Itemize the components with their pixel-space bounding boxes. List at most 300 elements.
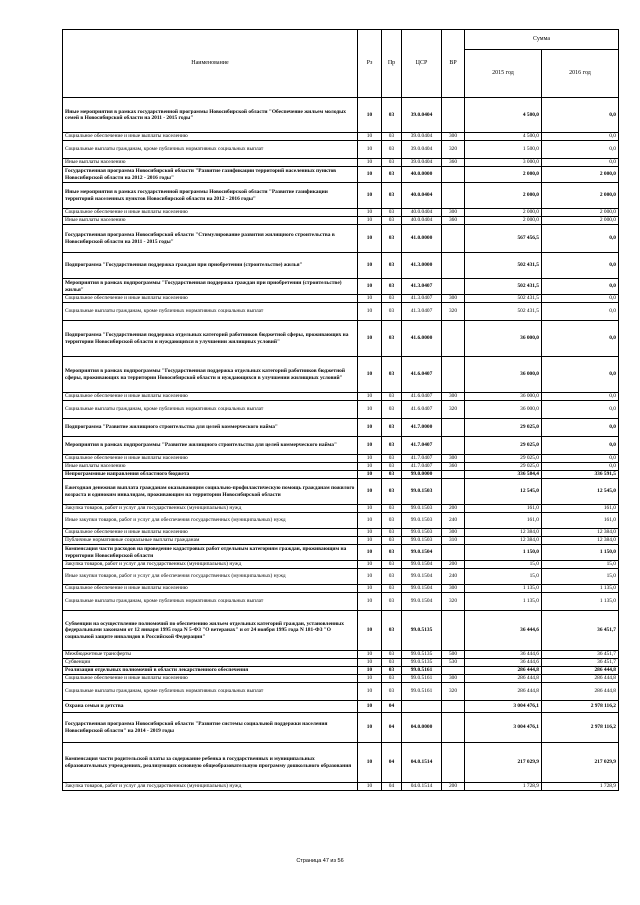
row-csr: 99.0.1503 xyxy=(402,537,442,545)
row-sum-2016: 0,0 xyxy=(542,419,619,437)
row-vr xyxy=(442,279,465,295)
row-rz: 10 xyxy=(358,279,382,295)
row-csr: 40.0.0404 xyxy=(402,183,442,209)
row-sum-2015: 2 000,0 xyxy=(465,209,542,217)
row-vr: 200 xyxy=(442,561,465,569)
row-rz: 10 xyxy=(358,463,382,471)
row-pr: 04 xyxy=(382,743,402,783)
row-sum-2016: 2 978 116,2 xyxy=(542,701,619,713)
row-sum-2016: 1 135,0 xyxy=(542,593,619,611)
row-sum-2015: 286 444,8 xyxy=(465,675,542,683)
table-row xyxy=(63,783,619,791)
table-row xyxy=(63,505,619,513)
row-rz: 10 xyxy=(358,675,382,683)
row-sum-2016: 0,0 xyxy=(542,455,619,463)
row-rz: 10 xyxy=(358,209,382,217)
row-vr: 240 xyxy=(442,569,465,585)
row-sum-2015: 3 000,0 xyxy=(465,159,542,167)
table-row xyxy=(63,651,619,659)
row-rz: 10 xyxy=(358,357,382,393)
row-rz: 10 xyxy=(358,167,382,183)
row-name: Иные выплаты населению xyxy=(63,159,358,167)
row-pr: 03 xyxy=(382,167,402,183)
row-pr: 03 xyxy=(382,295,402,303)
row-rz: 10 xyxy=(358,505,382,513)
row-vr: 500 xyxy=(442,651,465,659)
row-name: Иные мероприятия в рамках государственной программы Новосибирской области "Обеспечение жильем молодых семей в Новосибирской области на 2011 - 2015 годы" xyxy=(63,98,358,133)
row-name: Межбюджетные трансферты xyxy=(63,651,358,659)
row-vr: 300 xyxy=(442,455,465,463)
row-csr: 41.0.0000 xyxy=(402,225,442,253)
row-csr: 99.0.1504 xyxy=(402,569,442,585)
row-csr: 39.0.0404 xyxy=(402,141,442,159)
row-pr: 03 xyxy=(382,683,402,701)
row-vr: 300 xyxy=(442,393,465,401)
table-row xyxy=(63,357,619,393)
row-vr: 360 xyxy=(442,463,465,471)
row-sum-2016: 0,0 xyxy=(542,463,619,471)
row-rz: 10 xyxy=(358,783,382,791)
row-csr: 99.0.1504 xyxy=(402,545,442,561)
row-rz: 10 xyxy=(358,419,382,437)
row-pr: 03 xyxy=(382,253,402,279)
row-sum-2016: 0,0 xyxy=(542,303,619,321)
row-sum-2015: 286 444,8 xyxy=(465,683,542,701)
row-csr: 99.0.1504 xyxy=(402,593,442,611)
header-sum: Сумма xyxy=(465,30,619,50)
row-sum-2016: 161,0 xyxy=(542,513,619,529)
row-rz: 10 xyxy=(358,683,382,701)
row-csr: 99.0.1504 xyxy=(402,561,442,569)
row-sum-2016: 0,0 xyxy=(542,295,619,303)
row-pr: 03 xyxy=(382,98,402,133)
row-vr xyxy=(442,321,465,357)
row-pr: 03 xyxy=(382,133,402,141)
row-csr: 41.6.0407 xyxy=(402,393,442,401)
row-sum-2015: 2 000,0 xyxy=(465,183,542,209)
row-name: Социальное обеспечение и иные выплаты населению xyxy=(63,133,358,141)
table-row xyxy=(63,463,619,471)
row-name: Подпрограмма "Государственная поддержка отдельных категорий работников бюджетной сферы, проживающих на территории Новосибирской области и нуждающихся в улучшении жилищных условий" xyxy=(63,321,358,357)
row-rz: 10 xyxy=(358,585,382,593)
row-name: Иные закупки товаров, работ и услуг для обеспечения государственных (муниципальных) нужд xyxy=(63,569,358,585)
row-name: Ежегодная денежная выплата гражданам оказывающим социально-профилактическую помощь гражданам пожилого возраста и одиноким инвалидам, проживающим на территории Новосибирской области xyxy=(63,479,358,505)
row-name: Компенсация части родительской платы за содержание ребенка в государственных и муниципальных образовательных учреждениях, реализующих основную общеобразовательную программу дошкольного образования xyxy=(63,743,358,783)
row-vr xyxy=(442,545,465,561)
row-sum-2015: 502 431,5 xyxy=(465,303,542,321)
table-row xyxy=(63,545,619,561)
row-vr xyxy=(442,98,465,133)
row-sum-2015: 29 025,0 xyxy=(465,437,542,455)
row-name: Социальные выплаты гражданам, кроме публичных нормативных социальных выплат xyxy=(63,141,358,159)
row-name: Иные закупки товаров, работ и услуг для обеспечения государственных (муниципальных) нужд xyxy=(63,513,358,529)
row-pr: 03 xyxy=(382,545,402,561)
row-csr: 41.3.0407 xyxy=(402,303,442,321)
header-rz: Рз xyxy=(358,30,382,98)
table-row xyxy=(63,683,619,701)
table-row xyxy=(63,529,619,537)
row-csr: 04.0.0000 xyxy=(402,713,442,743)
row-sum-2015: 36 444,6 xyxy=(465,651,542,659)
header-2016: 2016 год xyxy=(542,50,619,98)
row-csr: 04.0.1514 xyxy=(402,743,442,783)
row-rz: 10 xyxy=(358,321,382,357)
table-row xyxy=(63,667,619,675)
row-sum-2016: 2 000,0 xyxy=(542,183,619,209)
row-sum-2016: 2 000,0 xyxy=(542,167,619,183)
row-sum-2015: 29 025,0 xyxy=(465,463,542,471)
row-sum-2015: 12 384,0 xyxy=(465,529,542,537)
row-sum-2016: 36 451,7 xyxy=(542,659,619,667)
row-sum-2016: 0,0 xyxy=(542,98,619,133)
table-row xyxy=(63,471,619,479)
row-name: Социальные выплаты гражданам, кроме публичных нормативных социальных выплат xyxy=(63,683,358,701)
row-sum-2015: 3 004 476,1 xyxy=(465,701,542,713)
row-sum-2015: 12 545,0 xyxy=(465,479,542,505)
row-vr xyxy=(442,611,465,651)
table-row xyxy=(63,419,619,437)
row-rz: 10 xyxy=(358,743,382,783)
row-name: Подпрограмма "Развитие жилищного строительства для целей коммерческого найма" xyxy=(63,419,358,437)
row-pr: 03 xyxy=(382,505,402,513)
table-row xyxy=(63,593,619,611)
row-csr: 41.7.0407 xyxy=(402,455,442,463)
row-rz: 10 xyxy=(358,141,382,159)
row-name: Социальные выплаты гражданам, кроме публичных нормативных социальных выплат xyxy=(63,401,358,419)
row-pr: 04 xyxy=(382,783,402,791)
row-sum-2016: 15,0 xyxy=(542,561,619,569)
row-pr: 03 xyxy=(382,357,402,393)
row-rz: 10 xyxy=(358,471,382,479)
row-sum-2015: 15,0 xyxy=(465,561,542,569)
row-sum-2016: 12 384,0 xyxy=(542,529,619,537)
row-csr: 99.0.1503 xyxy=(402,479,442,505)
row-sum-2015: 2 000,0 xyxy=(465,167,542,183)
header-pr: Пр xyxy=(382,30,402,98)
row-vr xyxy=(442,743,465,783)
table-row xyxy=(63,209,619,217)
row-sum-2015: 286 444,8 xyxy=(465,667,542,675)
row-pr: 03 xyxy=(382,667,402,675)
row-sum-2016: 0,0 xyxy=(542,141,619,159)
row-sum-2016: 1 135,0 xyxy=(542,585,619,593)
row-rz: 10 xyxy=(358,217,382,225)
row-name: Государственная программа Новосибирской области "Развитие газификации территорий населенных пунктов Новосибирской области на 2012 - 2016 годы" xyxy=(63,167,358,183)
row-sum-2015: 36 444,6 xyxy=(465,659,542,667)
row-rz: 10 xyxy=(358,295,382,303)
row-sum-2015: 36 000,0 xyxy=(465,401,542,419)
row-name: Субвенции на осуществление полномочий по обеспечению жильем отдельных категорий граждан, установленных федеральными законами от 12 января 1995 года N 5-ФЗ "О ветеранах" и от 24 ноября 1995 года N 181-ФЗ "О социальной защите инвалидов в Российской Федерации" xyxy=(63,611,358,651)
row-sum-2015: 29 025,0 xyxy=(465,419,542,437)
row-sum-2016: 0,0 xyxy=(542,133,619,141)
row-sum-2015: 2 000,0 xyxy=(465,217,542,225)
row-sum-2015: 3 004 476,1 xyxy=(465,713,542,743)
row-csr: 99.0.1504 xyxy=(402,585,442,593)
row-rz: 10 xyxy=(358,401,382,419)
table-row xyxy=(63,217,619,225)
row-vr: 300 xyxy=(442,529,465,537)
row-vr: 240 xyxy=(442,513,465,529)
table-row xyxy=(63,713,619,743)
row-sum-2016: 15,0 xyxy=(542,569,619,585)
row-rz: 10 xyxy=(358,545,382,561)
budget-table xyxy=(62,29,619,791)
row-sum-2016: 217 029,9 xyxy=(542,743,619,783)
row-pr: 03 xyxy=(382,303,402,321)
row-name: Иные выплаты населению xyxy=(63,463,358,471)
row-rz: 10 xyxy=(358,98,382,133)
table-row xyxy=(63,183,619,209)
row-rz: 10 xyxy=(358,667,382,675)
row-pr: 03 xyxy=(382,659,402,667)
row-csr: 41.3.0407 xyxy=(402,279,442,295)
row-rz: 10 xyxy=(358,713,382,743)
row-csr: 99.0.0000 xyxy=(402,471,442,479)
row-sum-2016: 286 444,8 xyxy=(542,667,619,675)
row-rz: 10 xyxy=(358,569,382,585)
row-vr: 300 xyxy=(442,133,465,141)
row-csr: 41.3.0407 xyxy=(402,295,442,303)
row-pr: 03 xyxy=(382,479,402,505)
row-sum-2015: 36 444,6 xyxy=(465,611,542,651)
row-name: Охрана семьи и детства xyxy=(63,701,358,713)
row-sum-2016: 286 444,8 xyxy=(542,683,619,701)
row-sum-2015: 36 000,0 xyxy=(465,321,542,357)
row-sum-2016: 336 591,5 xyxy=(542,471,619,479)
row-name: Социальное обеспечение и иные выплаты населению xyxy=(63,209,358,217)
row-csr: 99.0.5161 xyxy=(402,667,442,675)
row-vr: 200 xyxy=(442,783,465,791)
row-sum-2015: 502 431,5 xyxy=(465,253,542,279)
row-sum-2015: 1 135,0 xyxy=(465,585,542,593)
row-vr xyxy=(442,357,465,393)
row-vr: 300 xyxy=(442,295,465,303)
row-sum-2015: 36 000,0 xyxy=(465,357,542,393)
row-csr: 41.7.0407 xyxy=(402,463,442,471)
row-sum-2015: 502 431,5 xyxy=(465,295,542,303)
row-sum-2016: 0,0 xyxy=(542,393,619,401)
row-rz: 10 xyxy=(358,651,382,659)
row-csr: 99.0.1503 xyxy=(402,529,442,537)
table-row xyxy=(63,675,619,683)
row-sum-2015: 4 500,0 xyxy=(465,98,542,133)
row-pr: 03 xyxy=(382,537,402,545)
row-name: Закупка товаров, работ и услуг для государственных (муниципальных) нужд xyxy=(63,561,358,569)
row-name: Публичные нормативные социальные выплаты гражданам xyxy=(63,537,358,545)
row-rz: 10 xyxy=(358,537,382,545)
row-rz: 10 xyxy=(358,513,382,529)
row-csr: 99.0.5161 xyxy=(402,683,442,701)
table-row xyxy=(63,253,619,279)
row-name: Социальное обеспечение и иные выплаты населению xyxy=(63,455,358,463)
table-row xyxy=(63,537,619,545)
row-name: Социальное обеспечение и иные выплаты населению xyxy=(63,295,358,303)
row-vr: 320 xyxy=(442,303,465,321)
table-row xyxy=(63,455,619,463)
table-row xyxy=(63,561,619,569)
row-rz: 10 xyxy=(358,183,382,209)
row-name: Иные выплаты населению xyxy=(63,217,358,225)
row-csr: 99.0.5161 xyxy=(402,675,442,683)
table-row xyxy=(63,569,619,585)
row-vr: 300 xyxy=(442,675,465,683)
row-sum-2015: 4 500,0 xyxy=(465,133,542,141)
table-row xyxy=(63,303,619,321)
row-pr: 03 xyxy=(382,159,402,167)
row-sum-2016: 12 545,0 xyxy=(542,479,619,505)
row-rz: 10 xyxy=(358,561,382,569)
row-csr: 99.0.1503 xyxy=(402,513,442,529)
row-pr: 03 xyxy=(382,675,402,683)
row-csr: 41.3.0000 xyxy=(402,253,442,279)
row-name: Мероприятия в рамках подпрограммы "Развитие жилищного строительства для целей коммерческого найма" xyxy=(63,437,358,455)
row-pr: 03 xyxy=(382,463,402,471)
row-rz: 10 xyxy=(358,303,382,321)
row-pr: 03 xyxy=(382,393,402,401)
row-sum-2016: 12 384,0 xyxy=(542,537,619,545)
row-name: Мероприятия в рамках подпрограммы "Государственная поддержка отдельных категорий работников бюджетной сферы, проживающих на территории Новосибирской области и нуждающихся в улучшении жилищных условий" xyxy=(63,357,358,393)
row-sum-2016: 2 000,0 xyxy=(542,217,619,225)
row-vr xyxy=(442,225,465,253)
row-csr xyxy=(402,701,442,713)
table-row xyxy=(63,701,619,713)
table-row xyxy=(63,133,619,141)
row-pr: 03 xyxy=(382,183,402,209)
row-vr: 360 xyxy=(442,217,465,225)
row-csr: 99.0.5135 xyxy=(402,659,442,667)
row-vr: 320 xyxy=(442,401,465,419)
row-name: Закупка товаров, работ и услуг для государственных (муниципальных) нужд xyxy=(63,783,358,791)
row-sum-2015: 336 584,4 xyxy=(465,471,542,479)
row-pr: 03 xyxy=(382,401,402,419)
header-vr: ВР xyxy=(442,30,465,98)
row-name: Реализация отдельных полномочий в области лекарственного обеспечения xyxy=(63,667,358,675)
row-sum-2016: 1 728,9 xyxy=(542,783,619,791)
row-csr: 04.0.1514 xyxy=(402,783,442,791)
row-vr: 320 xyxy=(442,683,465,701)
row-sum-2016: 0,0 xyxy=(542,357,619,393)
row-pr: 03 xyxy=(382,141,402,159)
row-sum-2016: 0,0 xyxy=(542,401,619,419)
header-csr: ЦСР xyxy=(402,30,442,98)
row-sum-2015: 36 000,0 xyxy=(465,393,542,401)
row-name: Мероприятия в рамках подпрограммы "Государственная поддержка граждан при приобретении (строительстве) жилья" xyxy=(63,279,358,295)
row-rz: 10 xyxy=(358,159,382,167)
row-sum-2016: 286 444,8 xyxy=(542,675,619,683)
table-row xyxy=(63,141,619,159)
row-sum-2016: 0,0 xyxy=(542,225,619,253)
row-sum-2015: 29 025,0 xyxy=(465,455,542,463)
row-name: Государственная программа Новосибирской области "Стимулирование развития жилищного строительства в Новосибирской области на 2011 - 2015 годы" xyxy=(63,225,358,253)
row-sum-2015: 567 456,5 xyxy=(465,225,542,253)
row-vr xyxy=(442,471,465,479)
row-vr: 300 xyxy=(442,585,465,593)
table-row xyxy=(63,225,619,253)
row-vr xyxy=(442,701,465,713)
row-pr: 03 xyxy=(382,585,402,593)
row-vr xyxy=(442,419,465,437)
row-vr xyxy=(442,253,465,279)
row-pr: 03 xyxy=(382,225,402,253)
row-pr: 03 xyxy=(382,209,402,217)
row-sum-2015: 502 431,5 xyxy=(465,279,542,295)
row-sum-2016: 0,0 xyxy=(542,437,619,455)
row-sum-2015: 1 728,9 xyxy=(465,783,542,791)
table-row xyxy=(63,585,619,593)
row-name: Социальное обеспечение и иные выплаты населению xyxy=(63,585,358,593)
row-vr: 200 xyxy=(442,505,465,513)
row-sum-2015: 1 500,0 xyxy=(465,141,542,159)
table-row xyxy=(63,279,619,295)
row-csr: 40.0.0404 xyxy=(402,209,442,217)
row-sum-2016: 161,0 xyxy=(542,505,619,513)
row-vr: 320 xyxy=(442,593,465,611)
header-2015: 2015 год xyxy=(465,50,542,98)
row-name: Социальное обеспечение и иные выплаты населению xyxy=(63,675,358,683)
row-pr: 03 xyxy=(382,471,402,479)
row-rz: 10 xyxy=(358,479,382,505)
row-csr: 39.0.0404 xyxy=(402,133,442,141)
row-rz: 10 xyxy=(358,393,382,401)
page-number: Страница 47 из 56 xyxy=(296,858,344,864)
table-row xyxy=(63,479,619,505)
row-vr xyxy=(442,667,465,675)
table-body xyxy=(63,98,619,791)
row-rz: 10 xyxy=(358,659,382,667)
row-pr: 03 xyxy=(382,513,402,529)
row-name: Закупка товаров, работ и услуг для государственных (муниципальных) нужд xyxy=(63,505,358,513)
row-pr: 03 xyxy=(382,529,402,537)
row-name: Социальное обеспечение и иные выплаты населению xyxy=(63,393,358,401)
row-csr: 39.0.0404 xyxy=(402,98,442,133)
row-name: Социальные выплаты гражданам, кроме публичных нормативных социальных выплат xyxy=(63,303,358,321)
row-csr: 99.0.5135 xyxy=(402,611,442,651)
row-sum-2016: 1 150,0 xyxy=(542,545,619,561)
row-sum-2016: 2 978 116,2 xyxy=(542,713,619,743)
row-pr: 04 xyxy=(382,713,402,743)
row-sum-2016: 36 451,7 xyxy=(542,611,619,651)
row-vr xyxy=(442,183,465,209)
row-vr xyxy=(442,479,465,505)
row-pr: 03 xyxy=(382,593,402,611)
row-name: Компенсация части расходов на проведение кадастровых работ отдельным категориям граждан, проживающим на территории Новосибирской области xyxy=(63,545,358,561)
row-sum-2015: 15,0 xyxy=(465,569,542,585)
row-name: Непрограммные направления областного бюджета xyxy=(63,471,358,479)
row-name: Иные мероприятия в рамках государственной программы Новосибирской области "Развитие газификации территорий населенных пунктов Новосибирской области на 2012 - 2016 годы" xyxy=(63,183,358,209)
row-sum-2016: 2 000,0 xyxy=(542,209,619,217)
row-sum-2016: 0,0 xyxy=(542,253,619,279)
row-name: Субвенции xyxy=(63,659,358,667)
row-csr: 39.0.0404 xyxy=(402,159,442,167)
row-pr: 03 xyxy=(382,419,402,437)
row-rz: 10 xyxy=(358,455,382,463)
row-pr: 03 xyxy=(382,569,402,585)
header-name: Наименование xyxy=(63,30,358,98)
row-rz: 10 xyxy=(358,611,382,651)
row-vr: 310 xyxy=(442,537,465,545)
row-vr xyxy=(442,713,465,743)
table-row xyxy=(63,611,619,651)
row-sum-2015: 161,0 xyxy=(465,513,542,529)
row-rz: 10 xyxy=(358,437,382,455)
row-vr: 300 xyxy=(442,209,465,217)
row-rz: 10 xyxy=(358,133,382,141)
table-row xyxy=(63,98,619,133)
row-csr: 40.0.0404 xyxy=(402,217,442,225)
row-sum-2016: 0,0 xyxy=(542,321,619,357)
table-row xyxy=(63,393,619,401)
row-rz: 10 xyxy=(358,593,382,611)
